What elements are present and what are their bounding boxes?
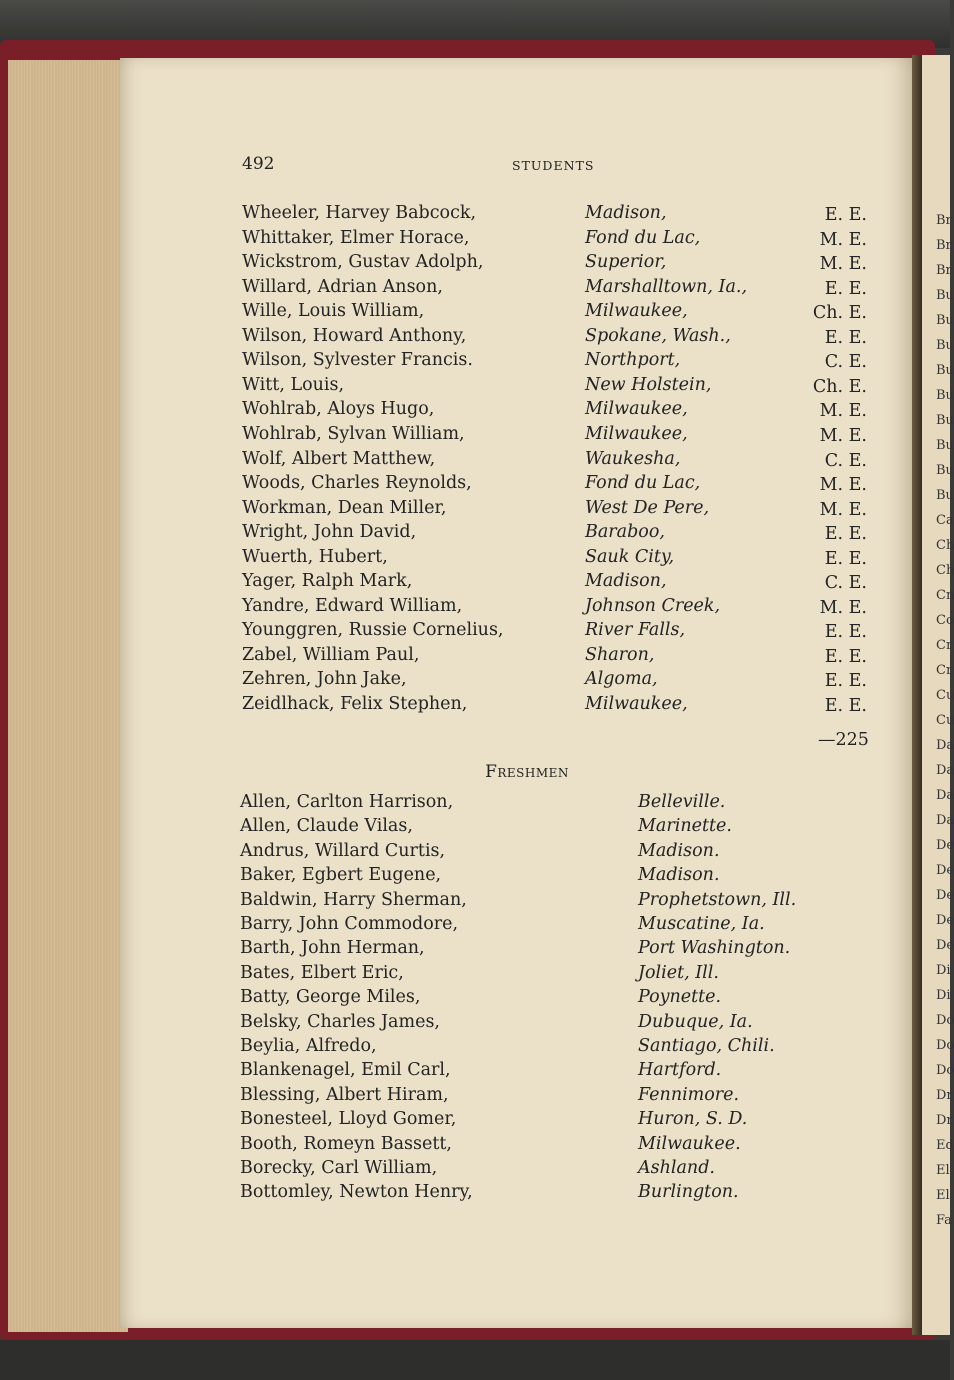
hometown: Madison. — [638, 840, 720, 861]
student-name: Wolf, Albert Matthew, — [242, 448, 436, 469]
page-number: 492 — [242, 154, 275, 174]
student-name: Wheeler, Harvey Babcock, — [242, 203, 477, 223]
course: M. E. — [819, 254, 867, 275]
list-item — [240, 963, 840, 987]
student-name: Barry, John Commodore, — [240, 914, 459, 934]
student-name: Andrus, Willard Curtis, — [240, 840, 446, 861]
facing-page-fragment: Da — [936, 813, 954, 828]
course: E. E. — [824, 524, 867, 545]
list-item — [240, 816, 840, 840]
facing-page-fragment: Co — [936, 613, 954, 628]
list-item — [242, 473, 867, 497]
facing-page-fragment: Bu — [936, 363, 954, 378]
facing-page-fragment: Bu — [936, 463, 954, 478]
list-item — [242, 326, 867, 350]
student-name: Bonesteel, Lloyd Gomer, — [240, 1109, 457, 1130]
student-name: Allen, Claude Vilas, — [240, 816, 413, 837]
list-item — [242, 547, 867, 571]
list-item — [242, 620, 867, 644]
hometown: Algoma, — [585, 669, 658, 690]
student-name: Whittaker, Elmer Horace, — [242, 227, 470, 248]
hometown: Prophetstown, Ill. — [638, 889, 797, 910]
list-item — [240, 865, 840, 889]
list-item — [240, 938, 840, 962]
hometown: Superior, — [585, 252, 667, 273]
list-item — [240, 841, 840, 865]
list-item — [242, 301, 867, 325]
hometown: Santiago, Chili. — [638, 1036, 775, 1056]
list-item — [240, 1085, 840, 1109]
facing-page-fragment: Ch — [936, 563, 954, 578]
course: E. E. — [824, 696, 867, 716]
hometown: Fond du Lac, — [585, 473, 701, 494]
facing-page-fragment: Do — [936, 1038, 954, 1053]
hometown: Milwaukee. — [638, 1133, 741, 1154]
course: M. E. — [819, 229, 867, 250]
facing-page-fragment: Da — [936, 788, 954, 803]
hometown: Milwaukee, — [585, 694, 688, 714]
facing-page-fragment: Bu — [936, 388, 954, 403]
student-name: Wickstrom, Gustav Adolph, — [242, 252, 484, 273]
facing-page-fragment: De — [936, 888, 954, 903]
student-name: Wille, Louis William, — [242, 301, 425, 322]
list-item — [242, 669, 867, 693]
student-name: Bottomley, Newton Henry, — [240, 1182, 473, 1203]
list-item — [240, 914, 840, 938]
list-item — [242, 399, 867, 423]
hometown: West De Pere, — [585, 497, 710, 518]
hometown: Port Washington. — [638, 938, 791, 959]
student-name: Belsky, Charles James, — [240, 1011, 440, 1032]
student-name: Blessing, Albert Hiram, — [240, 1084, 449, 1105]
course: M. E. — [819, 499, 867, 520]
facing-page-fragment: Da — [936, 738, 954, 753]
hometown: Sauk City, — [585, 546, 675, 567]
hometown: Milwaukee, — [585, 399, 688, 420]
course: C. E. — [824, 573, 867, 594]
student-name: Allen, Carlton Harrison, — [240, 792, 454, 812]
list-item — [242, 449, 867, 473]
list-item — [242, 645, 867, 669]
student-name: Wohlrab, Sylvan William, — [242, 423, 465, 444]
running-head — [242, 154, 867, 178]
hometown: Milwaukee, — [585, 423, 688, 444]
facing-page-fragment: Do — [936, 1013, 954, 1028]
facing-page-fragment: De — [936, 863, 954, 878]
student-name: Wright, John David, — [242, 522, 417, 543]
student-name: Beylia, Alfredo, — [240, 1036, 377, 1056]
list-item — [240, 1012, 840, 1036]
facing-page-fragment: Di — [936, 963, 951, 978]
list-item — [240, 1036, 840, 1060]
facing-page-fragment: Bu — [936, 413, 954, 428]
facing-page-fragment: Ca — [936, 513, 954, 528]
section-heading — [0, 762, 950, 782]
facing-page-fragment: Bu — [936, 438, 954, 453]
course: E. E. — [824, 278, 867, 299]
facing-page-fragment: Cr — [936, 638, 953, 653]
facing-page-fragment: Br — [936, 213, 952, 228]
student-name: Younggren, Russie Cornelius, — [242, 620, 504, 641]
hometown: Baraboo, — [585, 522, 665, 543]
facing-page-fragment: El — [936, 1188, 950, 1203]
hometown: Milwaukee, — [585, 301, 688, 322]
hometown: Burlington. — [638, 1182, 739, 1203]
student-name: Witt, Louis, — [242, 374, 345, 395]
hometown: Muscatine, Ia. — [638, 914, 765, 934]
list-item — [242, 571, 867, 595]
facing-page-fragment: Ch — [936, 538, 954, 553]
class-total: —225 — [818, 730, 869, 750]
student-name: Borecky, Carl William, — [240, 1158, 438, 1178]
student-name: Booth, Romeyn Bassett, — [240, 1133, 452, 1154]
list-item — [240, 1134, 840, 1158]
list-item — [242, 375, 867, 399]
list-item — [242, 350, 867, 374]
course: E. E. — [824, 646, 867, 667]
facing-page-fragment: Dr — [936, 1113, 953, 1128]
course: C. E. — [824, 352, 867, 373]
student-name: Wuerth, Hubert, — [242, 546, 388, 567]
student-name: Zehren, John Jake, — [242, 669, 407, 690]
course: E. E. — [824, 671, 867, 692]
hometown: Hartford. — [638, 1060, 722, 1081]
list-item — [240, 1109, 840, 1133]
list-item — [242, 228, 867, 252]
list-item — [242, 498, 867, 522]
hometown: Poynette. — [638, 987, 722, 1008]
student-name: Bates, Elbert Eric, — [240, 962, 404, 983]
facing-page-fragment: El — [936, 1163, 950, 1178]
scan-background-bottom — [0, 1340, 950, 1380]
hometown: Waukesha, — [585, 448, 681, 469]
course: M. E. — [819, 597, 867, 618]
page-title: STUDENTS — [512, 158, 595, 173]
student-name: Woods, Charles Reynolds, — [242, 473, 472, 494]
facing-page-fragment: Bu — [936, 338, 954, 353]
list-item — [240, 987, 840, 1011]
hometown: Madison. — [638, 865, 720, 886]
course: M. E. — [819, 425, 867, 446]
student-name: Workman, Dean Miller, — [242, 497, 447, 518]
list-item — [240, 1060, 840, 1084]
facing-page-fragment: Fa — [936, 1213, 952, 1228]
student-name: Zabel, William Paul, — [242, 644, 420, 665]
facing-page-fragment: De — [936, 838, 954, 853]
facing-page-fragment: Cu — [936, 688, 954, 703]
list-item — [242, 522, 867, 546]
hometown: River Falls, — [585, 620, 686, 641]
facing-page-fragment: Da — [936, 763, 954, 778]
course: Ch. E. — [812, 303, 867, 324]
course: M. E. — [819, 401, 867, 422]
hometown: Johnson Creek, — [585, 595, 721, 616]
hometown: Ashland. — [638, 1158, 715, 1178]
hometown: Huron, S. D. — [638, 1109, 748, 1130]
student-name: Willard, Adrian Anson, — [242, 276, 443, 297]
hometown: Fennimore. — [638, 1084, 740, 1105]
student-name: Yandre, Edward William, — [242, 595, 463, 616]
course: M. E. — [819, 475, 867, 496]
facing-page-fragment: Di — [936, 988, 951, 1003]
facing-page-fragment: Dr — [936, 1088, 953, 1103]
course: E. E. — [824, 622, 867, 643]
student-name: Wilson, Sylvester Francis. — [242, 350, 473, 371]
hometown: Marshalltown, Ia., — [585, 276, 748, 297]
hometown: Dubuque, Ia. — [638, 1011, 753, 1032]
course: E. E. — [824, 548, 867, 569]
hometown: Fond du Lac, — [585, 227, 701, 248]
section-title: Freshmen — [485, 762, 569, 782]
list-item — [240, 890, 840, 914]
student-name: Wilson, Howard Anthony, — [242, 325, 467, 346]
facing-page-fragment: Do — [936, 1063, 954, 1078]
list-item — [240, 792, 840, 816]
list-item — [242, 252, 867, 276]
student-name: Baldwin, Harry Sherman, — [240, 889, 467, 910]
student-name: Wohlrab, Aloys Hugo, — [242, 399, 435, 420]
student-name: Yager, Ralph Mark, — [242, 571, 413, 592]
list-item — [240, 1158, 840, 1182]
student-name: Batty, George Miles, — [240, 987, 421, 1008]
hometown: Madison, — [585, 203, 667, 223]
list-item — [242, 277, 867, 301]
course: E. E. — [824, 327, 867, 348]
hometown: New Holstein, — [585, 374, 712, 395]
student-name: Blankenagel, Emil Carl, — [240, 1060, 451, 1081]
facing-page-fragment: De — [936, 913, 954, 928]
course: E. E. — [824, 205, 867, 225]
facing-page-fragment: Cr — [936, 663, 953, 678]
page-edges — [8, 60, 128, 1332]
list-item — [240, 1182, 840, 1206]
facing-page-fragment: Ed — [936, 1138, 954, 1153]
facing-page-fragment: Bu — [936, 288, 954, 303]
hometown: Northport, — [585, 350, 681, 371]
hometown: Belleville. — [638, 792, 726, 812]
hometown: Sharon, — [585, 644, 655, 665]
course: C. E. — [824, 450, 867, 471]
list-item — [242, 596, 867, 620]
facing-page-fragment: De — [936, 938, 954, 953]
facing-page-fragment: Bu — [936, 488, 954, 503]
student-name: Zeidlhack, Felix Stephen, — [242, 694, 468, 714]
course: Ch. E. — [812, 376, 867, 397]
facing-page-fragment: Cu — [936, 713, 954, 728]
facing-page-fragment: Br — [936, 238, 952, 253]
student-name: Barth, John Herman, — [240, 938, 425, 959]
student-name: Baker, Egbert Eugene, — [240, 865, 442, 886]
facing-page-fragment: Bu — [936, 313, 954, 328]
list-item — [242, 694, 867, 718]
hometown: Joliet, Ill. — [638, 962, 719, 983]
hometown: Spokane, Wash., — [585, 325, 731, 346]
list-item — [242, 424, 867, 448]
hometown: Madison, — [585, 571, 667, 592]
facing-page-fragment: Br — [936, 263, 952, 278]
facing-page — [922, 55, 954, 1335]
hometown: Marinette. — [638, 816, 732, 837]
list-item — [242, 203, 867, 227]
facing-page-fragment: Cn — [936, 588, 954, 603]
